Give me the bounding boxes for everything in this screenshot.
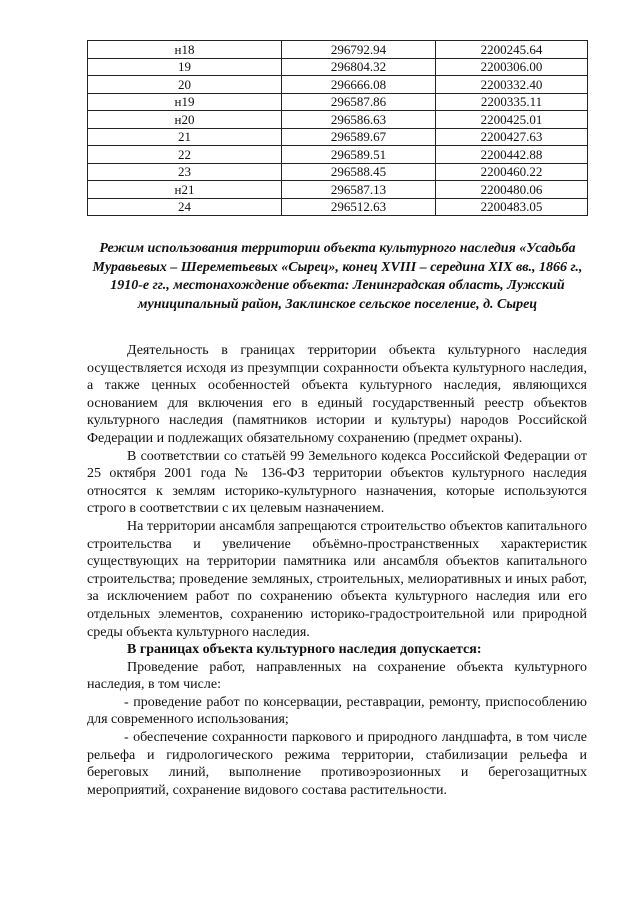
x-coordinate-cell: 296804.32 [282, 58, 436, 76]
paragraph-prohibitions: На территории ансамбля запрещаются строительство объектов капитального строительства и увеличение объёмно-пространственных характеристик существующих на территории памятника или ансамбля объектов капитального строительства; проведение земляных, строительных, мелиоративных и иных работ, за исключением работ по сохранению объекта культурного наследия или его отдельных элементов, сохранению историко-градостроительной или природной среды объекта культурного наследия. [87, 518, 587, 640]
y-coordinate-cell: 2200335.11 [436, 93, 588, 111]
point-number-cell: 23 [88, 163, 282, 181]
x-coordinate-cell: 296589.51 [282, 146, 436, 164]
y-coordinate-cell: 2200425.01 [436, 111, 588, 129]
y-coordinate-cell: 2200427.63 [436, 128, 588, 146]
y-coordinate-cell: 2200460.22 [436, 163, 588, 181]
table-row [88, 146, 588, 164]
table-row [88, 76, 588, 94]
x-coordinate-cell: 296586.63 [282, 111, 436, 129]
table-row [88, 58, 588, 76]
x-coordinate-cell: 296512.63 [282, 198, 436, 216]
y-coordinate-cell: 2200306.00 [436, 58, 588, 76]
list-item: - обеспечение сохранности паркового и природного ландшафта, в том числе рельефа и гидрологического режима территории, стабилизации рельефа и береговых линий, выполнение противоэрозионных и берегозащитных мероприятий, сохранение видового состава растительности. [87, 730, 587, 798]
coordinates-table [87, 40, 588, 216]
point-number-cell: н20 [88, 111, 282, 129]
point-number-cell: н21 [88, 181, 282, 199]
table-row [88, 181, 588, 199]
paragraph-works-intro: Проведение работ, направленных на сохранение объекта культурного наследия, в том числе: [87, 659, 587, 693]
point-number-cell: н18 [88, 41, 282, 59]
y-coordinate-cell: 2200245.64 [436, 41, 588, 59]
x-coordinate-cell: 296666.08 [282, 76, 436, 94]
table-row [88, 128, 588, 146]
table-row [88, 41, 588, 59]
section-title: Режим использования территории объекта культурного наследия «Усадьба Муравьевых – Шереметьевых «Сырец», конец XVIII – середина XIX вв., 1866 г., 1910-е гг., местонахождение объекта: Ленинградская область, Лужский муниципальный район, Заклинское сельское поселение, д. Сырец [92, 241, 583, 312]
paragraph-permitted-heading: В границах объекта культурного наследия допускается: [127, 642, 482, 658]
point-number-cell: 19 [88, 58, 282, 76]
point-number-cell: н19 [88, 93, 282, 111]
y-coordinate-cell: 2200480.06 [436, 181, 588, 199]
point-number-cell: 21 [88, 128, 282, 146]
x-coordinate-cell: 296589.67 [282, 128, 436, 146]
point-number-cell: 22 [88, 146, 282, 164]
x-coordinate-cell: 296792.94 [282, 41, 436, 59]
point-number-cell: 20 [88, 76, 282, 94]
y-coordinate-cell: 2200332.40 [436, 76, 588, 94]
x-coordinate-cell: 296587.86 [282, 93, 436, 111]
section-body [87, 342, 587, 799]
table-row [88, 93, 588, 111]
point-number-cell: 24 [88, 198, 282, 216]
coordinates-table-body [88, 41, 588, 216]
table-row [88, 163, 588, 181]
table-row [88, 111, 588, 129]
x-coordinate-cell: 296588.45 [282, 163, 436, 181]
x-coordinate-cell: 296587.13 [282, 181, 436, 199]
table-row [88, 198, 588, 216]
y-coordinate-cell: 2200483.05 [436, 198, 588, 216]
paragraph-land-code: В соответствии со статьёй 99 Земельного кодекса Российской Федерации от 25 октября 2001 года № 136-ФЗ территории объектов культурного наследия относятся к землям историко-культурного назначения, которые используются строго в соответствии с их целевым назначением. [87, 448, 587, 517]
y-coordinate-cell: 2200442.88 [436, 146, 588, 164]
paragraph-presumption: Деятельность в границах территории объекта культурного наследия осуществляется исходя из презумпции сохранности объекта культурного наследия, а также ценных особенностей объекта культурного наследия, являющихся основанием для включения его в единый государственный реестр объектов культурного наследия (памятников истории и культуры) народов Российской Федерации и подлежащих обязательному сохранению (предмет охраны). [87, 343, 587, 446]
list-item: - проведение работ по консервации, реставрации, ремонту, приспособлению для современного использования; [87, 694, 587, 728]
